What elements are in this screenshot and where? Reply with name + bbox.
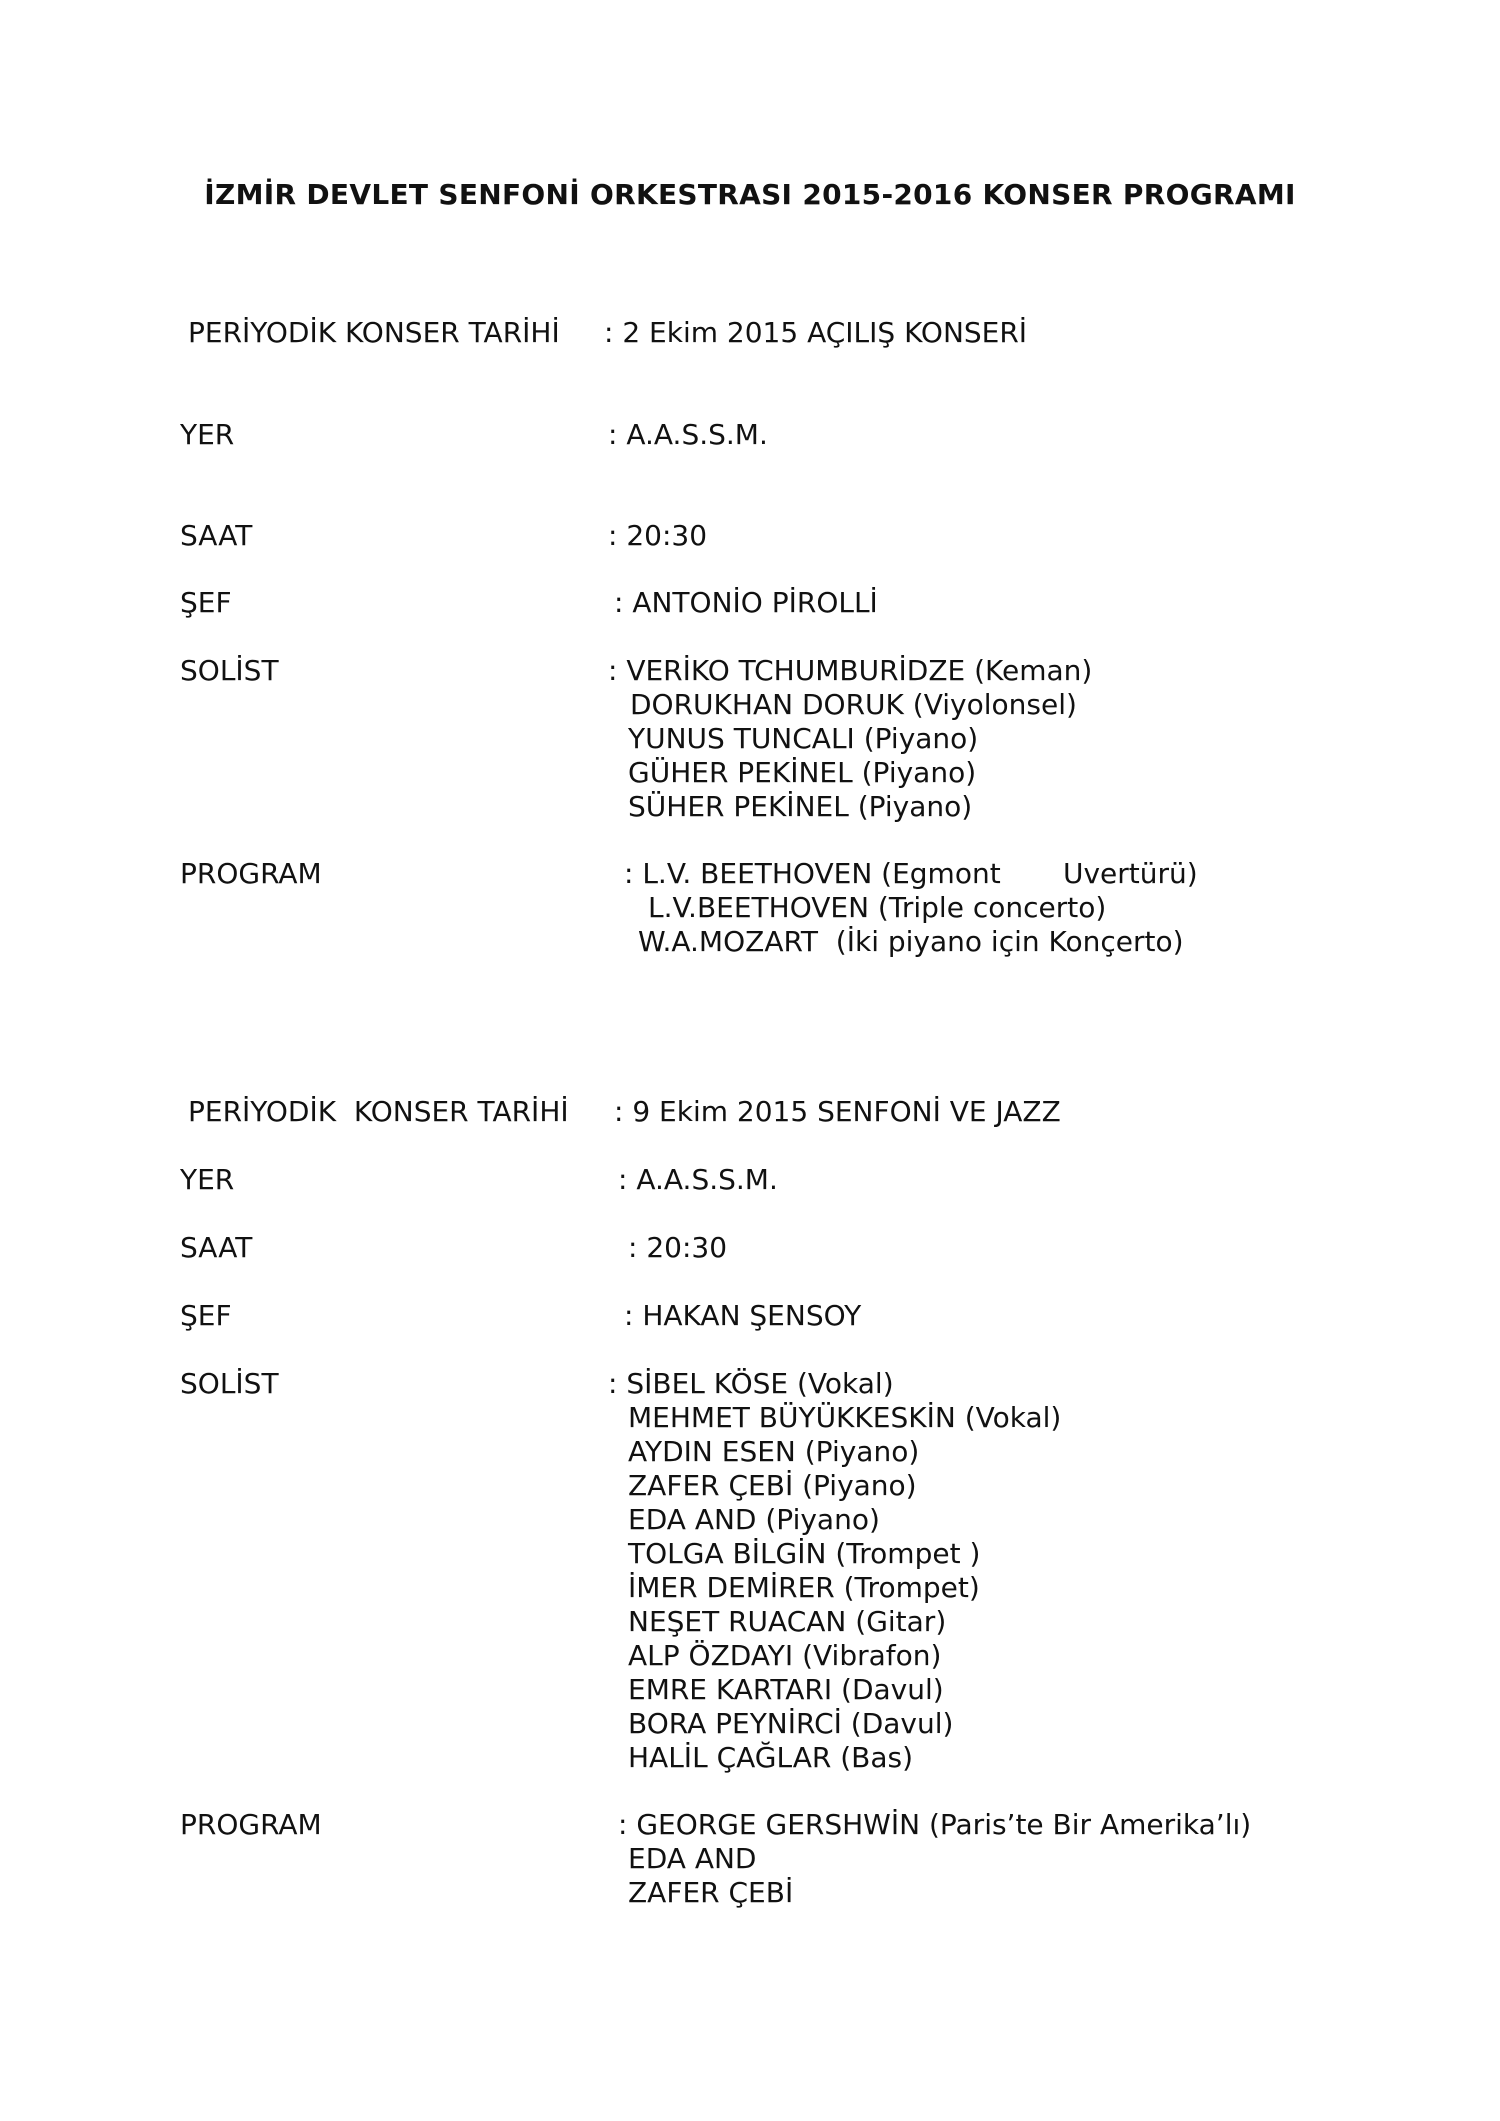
concert2-time-label: SAAT [180,1231,253,1264]
concert2-soloist-item: ZAFER ÇEBİ (Piyano) [628,1469,917,1502]
concert1-conductor-value: : ANTONİO PİROLLİ [614,586,878,619]
concert2-soloist-item: ALP ÖZDAYI (Vibrafon) [628,1639,942,1672]
concert1-soloist-item: GÜHER PEKİNEL (Piyano) [628,756,977,789]
concert2-soloist-item: İMER DEMİRER (Trompet) [628,1571,980,1604]
concert1-date-value: : 2 Ekim 2015 AÇILIŞ KONSERİ [604,316,1028,349]
concert2-soloist-item: HALİL ÇAĞLAR (Bas) [628,1741,914,1774]
concert1-time-value: : 20:30 [608,519,708,552]
concert1-soloist-item: SÜHER PEKİNEL (Piyano) [628,790,973,823]
concert1-soloist-item: YUNUS TUNCALI (Piyano) [628,722,979,755]
concert1-venue-label: YER [180,418,235,451]
concert1-program-label: PROGRAM [180,857,322,890]
concert2-date-value: : 9 Ekim 2015 SENFONİ VE JAZZ [614,1095,1061,1128]
concert2-program-item: : GEORGE GERSHWİN (Paris’te Bir Amerika’lı) [618,1808,1252,1841]
concert1-conductor-label: ŞEF [180,586,232,619]
concert2-venue-value: : A.A.S.S.M. [618,1163,778,1196]
concert2-soloist-item: NEŞET RUACAN (Gitar) [628,1605,947,1638]
concert1-program-item: W.A.MOZART (İki piyano için Konçerto) [638,925,1184,958]
concert1-time-label: SAAT [180,519,253,552]
concert2-conductor-value: : HAKAN ŞENSOY [624,1299,862,1332]
concert1-soloist-item: : VERİKO TCHUMBURİDZE (Keman) [608,654,1093,687]
concert2-program-label: PROGRAM [180,1808,322,1841]
concert2-venue-label: YER [180,1163,235,1196]
concert1-program-item: : L.V. BEETHOVEN (Egmont Uvertürü) [624,857,1198,890]
concert1-soloist-item: DORUKHAN DORUK (Viyolonsel) [630,688,1077,721]
concert2-soloist-item: EDA AND (Piyano) [628,1503,880,1536]
page-title: İZMİR DEVLET SENFONİ ORKESTRASI 2015-2016 KONSER PROGRAMI [204,178,1296,211]
concert1-program-item: L.V.BEETHOVEN (Triple concerto) [648,891,1107,924]
concert2-program-item: ZAFER ÇEBİ [628,1876,794,1909]
concert2-date-label: PERİYODİK KONSER TARİHİ [188,1095,569,1128]
concert2-program-item: EDA AND [628,1842,757,1875]
concert2-soloist-item: EMRE KARTARI (Davul) [628,1673,944,1706]
concert2-soloist-item: TOLGA BİLGİN (Trompet ) [628,1537,981,1570]
concert1-soloist-label: SOLİST [180,654,279,687]
concert2-soloist-label: SOLİST [180,1367,279,1400]
concert2-soloist-item: AYDIN ESEN (Piyano) [628,1435,920,1468]
concert2-conductor-label: ŞEF [180,1299,232,1332]
concert2-soloist-item: BORA PEYNİRCİ (Davul) [628,1707,954,1740]
concert1-venue-value: : A.A.S.S.M. [608,418,768,451]
concert1-date-label: PERİYODİK KONSER TARİHİ [188,316,560,349]
concert2-soloist-item: MEHMET BÜYÜKKESKİN (Vokal) [628,1401,1062,1434]
concert2-time-value: : 20:30 [628,1231,728,1264]
concert2-soloist-item: : SİBEL KÖSE (Vokal) [608,1367,894,1400]
